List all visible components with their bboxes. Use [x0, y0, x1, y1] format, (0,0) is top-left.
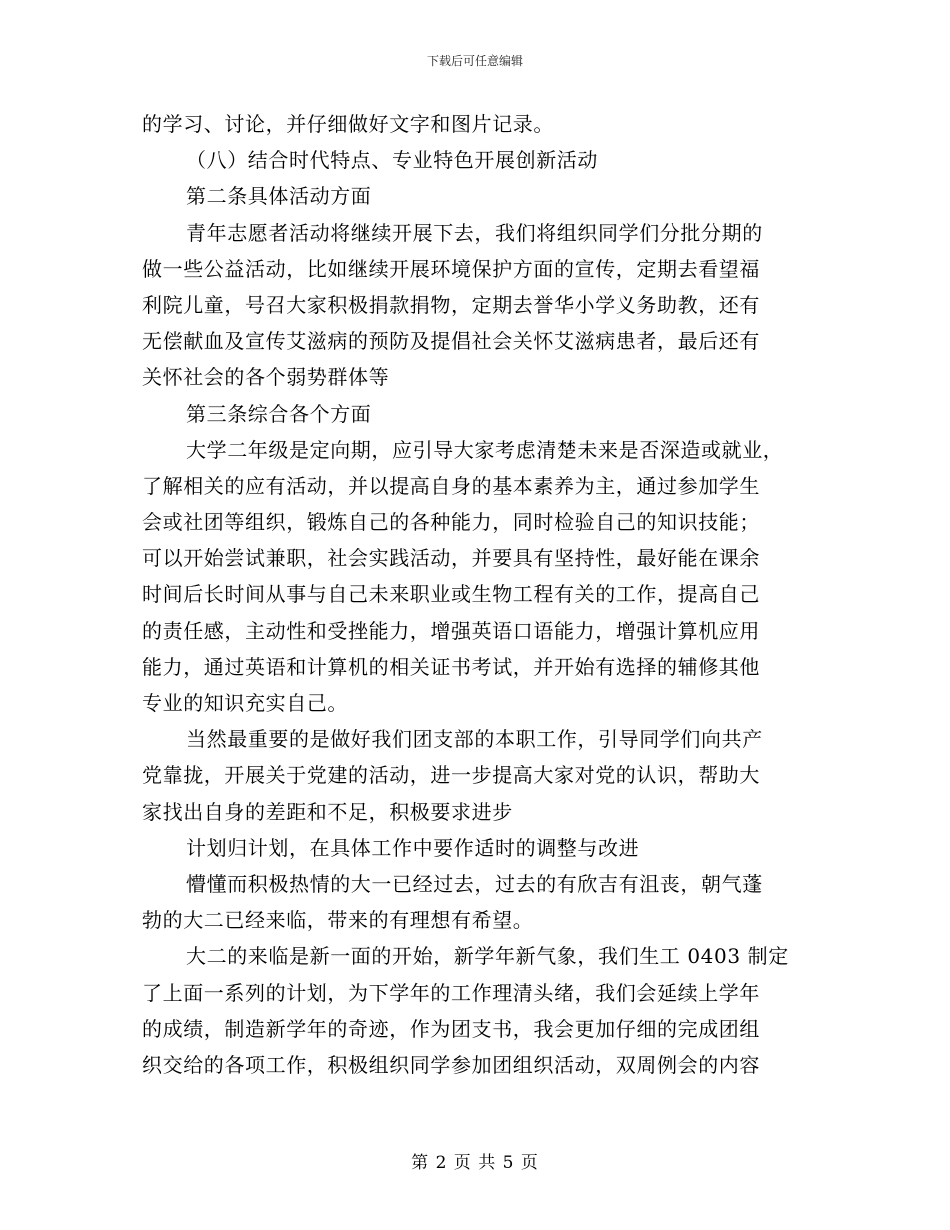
- text-line: 了上面一系列的计划，为下学年的工作理清头绪，我们会延续上学年: [142, 980, 760, 1005]
- text-line: 专业的知识充实自己。: [142, 691, 348, 715]
- text-line: 勃的大二已经来临，带来的有理想有希望。: [142, 908, 534, 933]
- text-line: 了解相关的应有活动，并以提高自身的基本素养为主，通过参加学生: [142, 473, 760, 498]
- text-line: 的责任感，主动性和受挫能力，增强英语口语能力，增强计算机应用: [142, 618, 760, 643]
- text-line: 大二的来临是新一面的开始，新学年新气象，我们生工 0403 制定: [186, 944, 789, 969]
- text-line: 织交给的各项工作，积极组织同学参加团组织活动，双周例会的内容: [142, 1052, 760, 1077]
- page-footer: 第 2 页 共 5 页: [411, 1153, 539, 1173]
- text-line: 第三条综合各个方面: [186, 401, 372, 426]
- text-line: 的学习、讨论，并仔细做好文字和图片记录。: [142, 112, 554, 136]
- page-header: 下载后可任意编辑: [426, 54, 523, 68]
- text-line: 大学二年级是定向期，应引导大家考虑清楚未来是否深造或就业，: [186, 437, 784, 462]
- text-line: 时间后长时间从事与自己未来职业或生物工程有关的工作，提高自己: [142, 582, 760, 607]
- text-line: 第二条具体活动方面: [186, 184, 372, 209]
- text-line: 当然最重要的是做好我们团支部的本职工作，引导同学们向共产: [186, 727, 763, 752]
- text-line: 可以开始尝试兼职，社会实践活动，并要具有坚持性，最好能在课余: [142, 546, 760, 571]
- text-line: 利院儿童，号召大家积极捐款捐物，定期去誉华小学义务助教，还有: [142, 292, 760, 317]
- text-line: 的成绩，制造新学年的奇迹，作为团支书，我会更加仔细的完成团组: [142, 1016, 760, 1041]
- document-body: [142, 106, 810, 1083]
- text-line: 会或社团等组织，锻炼自己的各种能力，同时检验自己的知识技能；: [142, 510, 760, 535]
- text-line: （八）结合时代特点、专业特色开展创新活动: [186, 148, 598, 173]
- text-line: 党靠拢，开展关于党建的活动，进一步提高大家对党的认识，帮助大: [142, 763, 760, 788]
- text-line: 无偿献血及宣传艾滋病的预防及提倡社会关怀艾滋病患者，最后还有: [142, 329, 760, 354]
- text-line: 能力，通过英语和计算机的相关证书考试，并开始有选择的辅修其他: [142, 654, 760, 679]
- text-line: 关怀社会的各个弱势群体等: [142, 365, 390, 390]
- text-line: 家找出自身的差距和不足，积极要求进步: [142, 799, 513, 824]
- text-line: 懵懂而积极热情的大一已经过去，过去的有欣吉有沮丧，朝气蓬: [186, 871, 763, 896]
- text-line: 青年志愿者活动将继续开展下去，我们将组织同学们分批分期的: [186, 220, 763, 245]
- text-line: 计划归计划，在具体工作中要作适时的调整与改进: [186, 835, 640, 860]
- text-line: 做一些公益活动，比如继续开展环境保护方面的宣传，定期去看望福: [142, 256, 760, 281]
